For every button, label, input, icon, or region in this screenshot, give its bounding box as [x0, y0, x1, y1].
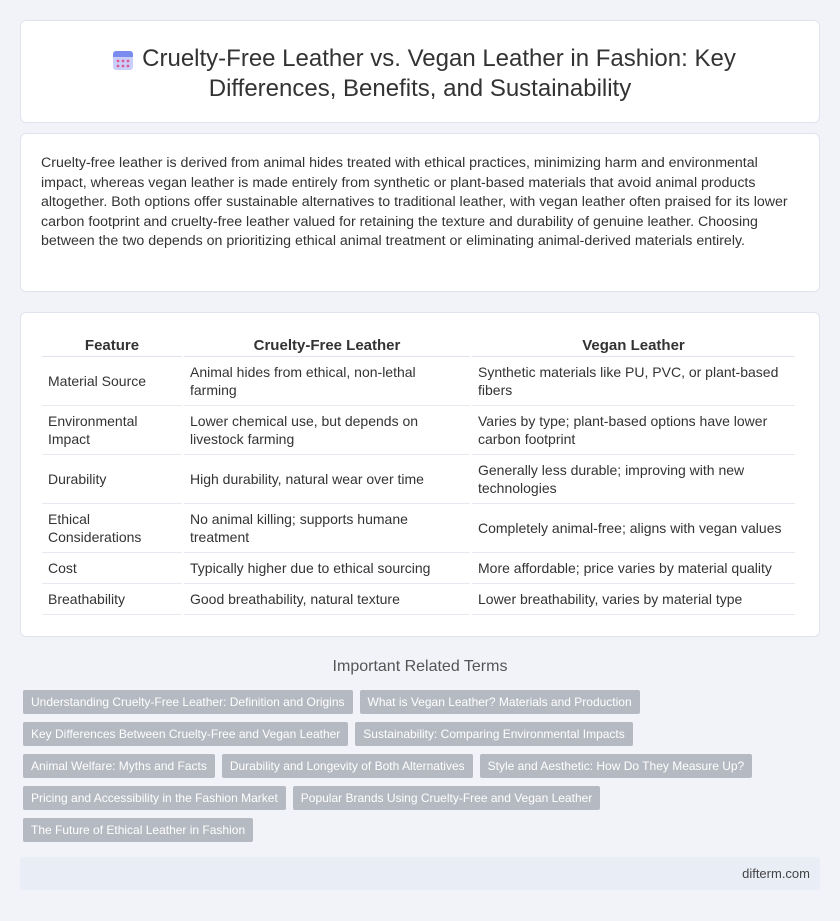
intro-card: [20, 133, 820, 292]
column-header-feature: Feature: [42, 333, 182, 357]
related-term-tag[interactable]: Understanding Cruelty-Free Leather: Definition and Origins: [23, 690, 353, 714]
table-row: [42, 504, 795, 553]
related-terms-list: [23, 690, 803, 842]
footer: [20, 857, 820, 890]
related-term-tag[interactable]: Style and Aesthetic: How Do They Measure Up?: [480, 754, 753, 778]
intro-paragraph: Cruelty-free leather is derived from animal hides treated with ethical practices, minimizing harm and environmental impact, whereas vegan leather is made entirely from synthetic or plant-based materials that avoid animal products altogether. Both options offer sustainable alternatives to traditional leather, with vegan leather often praised for its lower carbon footprint and cruelty-free leather valued for retaining the texture and durability of genuine leather. Choosing between the two depends on prioritizing ethical animal treatment or eliminating animal-derived materials entirely.: [41, 155, 788, 250]
page-title: Cruelty-Free Leather vs. Vegan Leather in Fashion: Key Differences, Benefits, and Sustainability: [142, 45, 736, 102]
related-term-tag[interactable]: Sustainability: Comparing Environmental Impacts: [355, 722, 632, 746]
table-cell: High durability, natural wear over time: [184, 455, 470, 504]
table-cell: Environmental Impact: [42, 406, 182, 455]
table-cell: Cost: [42, 553, 182, 584]
table-row: [42, 584, 795, 615]
related-term-tag[interactable]: Animal Welfare: Myths and Facts: [23, 754, 215, 778]
table-cell: Good breathability, natural texture: [184, 584, 470, 615]
table-row: [42, 406, 795, 455]
related-term-tag[interactable]: The Future of Ethical Leather in Fashion: [23, 818, 253, 842]
related-term-tag[interactable]: Durability and Longevity of Both Alternatives: [222, 754, 473, 778]
table-cell: Lower chemical use, but depends on livestock farming: [184, 406, 470, 455]
table-row: [42, 357, 795, 406]
related-term-tag[interactable]: Pricing and Accessibility in the Fashion Market: [23, 786, 286, 810]
column-header-vegan: Vegan Leather: [472, 333, 795, 357]
header-card: [20, 20, 820, 123]
table-cell: Completely animal-free; aligns with vegan values: [472, 504, 795, 553]
comparison-table: [40, 333, 797, 615]
related-term-tag[interactable]: What is Vegan Leather? Materials and Production: [360, 690, 640, 714]
column-header-cruelty-free: Cruelty-Free Leather: [184, 333, 470, 357]
table-cell: Lower breathability, varies by material type: [472, 584, 795, 615]
table-cell: Generally less durable; improving with new technologies: [472, 455, 795, 504]
table-cell: Synthetic materials like PU, PVC, or plant-based fibers: [472, 357, 795, 406]
table-row: [42, 455, 795, 504]
table-cell: Durability: [42, 455, 182, 504]
table-cell: Breathability: [42, 584, 182, 615]
table-header-row: [42, 333, 795, 357]
table-cell: Varies by type; plant-based options have lower carbon footprint: [472, 406, 795, 455]
comparison-table-card: [20, 312, 820, 637]
related-term-tag[interactable]: Popular Brands Using Cruelty-Free and Vegan Leather: [293, 786, 601, 810]
table-cell: More affordable; price varies by material quality: [472, 553, 795, 584]
footer-site-link[interactable]: difterm.com: [742, 866, 810, 881]
table-cell: No animal killing; supports humane treatment: [184, 504, 470, 553]
table-row: [42, 553, 795, 584]
related-terms-heading: Important Related Terms: [332, 658, 508, 675]
related-term-tag[interactable]: Key Differences Between Cruelty-Free and Vegan Leather: [23, 722, 348, 746]
table-cell: Ethical Considerations: [42, 504, 182, 553]
table-cell: Typically higher due to ethical sourcing: [184, 553, 470, 584]
table-cell: Material Source: [42, 357, 182, 406]
table-cell: Animal hides from ethical, non-lethal farming: [184, 357, 470, 406]
